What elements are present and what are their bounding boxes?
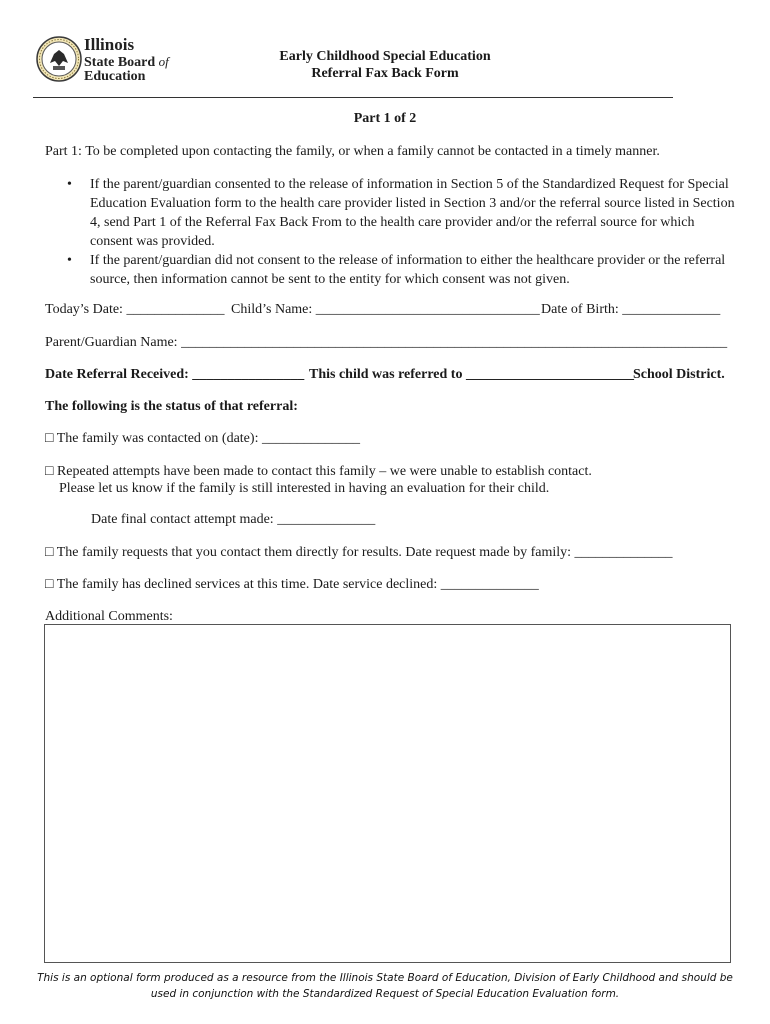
instruction-item: • If the parent/guardian did not consent to the release of information to either the healthcare provider or the referral source, then information cannot be sent to the entity for which consent was not given. — [45, 251, 735, 289]
childs-name-field[interactable]: Child’s Name: ________________________________ — [231, 302, 540, 317]
final-contact-attempt-field[interactable]: Date final contact attempt made: ______________ — [91, 512, 376, 527]
date-of-birth-field[interactable]: Date of Birth: ______________ — [541, 302, 721, 317]
status-heading: The following is the status of that referral: — [45, 399, 298, 414]
logo-line-2: State Board of — [84, 54, 169, 70]
referred-to-field[interactable]: This child was referred to ________________________ — [309, 367, 634, 382]
parent-guardian-name-field[interactable]: Parent/Guardian Name: ______________________________________________________________________________ — [45, 335, 728, 350]
state-seal-icon — [36, 36, 82, 82]
intro-text: Part 1: To be completed upon contacting the family, or when a family cannot be contacted in a timely manner. — [45, 144, 660, 159]
option-repeated-attempts-note: Please let us know if the family is still interested in having an evaluation for their child. — [59, 481, 550, 496]
isbe-logo — [36, 36, 176, 88]
part-heading: Part 1 of 2 — [353, 111, 417, 126]
form-title-line-2: Referral Fax Back Form — [311, 66, 459, 81]
form-title — [200, 48, 570, 82]
option-repeated-attempts[interactable]: □ Repeated attempts have been made to contact this family – we were unable to establish contact. — [45, 464, 592, 479]
option-contacted[interactable]: □ The family was contacted on (date): ______________ — [45, 431, 360, 446]
option-declined-services[interactable]: □ The family has declined services at this time. Date service declined: ______________ — [45, 577, 539, 592]
date-referral-received-field[interactable]: Date Referral Received: ________________ — [45, 367, 305, 382]
option-family-requests-contact[interactable]: □ The family requests that you contact them directly for results. Date request made by family: ______________ — [45, 545, 673, 560]
form-title-line-1: Early Childhood Special Education — [279, 49, 491, 64]
instruction-item: • If the parent/guardian consented to the release of information in Section 5 of the Standardized Request for Special Education Evaluation form to the health care provider listed in Section 3 and/or the referral source listed in Section 4, send Part 1 of the Referral Fax Back From to the health care provider and/or the referral source for which consent was provided. — [45, 175, 735, 251]
additional-comments-label: Additional Comments: — [45, 609, 173, 624]
logo-line-3: Education — [84, 69, 146, 84]
additional-comments-box[interactable] — [44, 624, 731, 963]
footer-line-1: This is an optional form produced as a resource from the Illinois State Board of Education, Division of Early Childhood and should be — [37, 972, 733, 984]
footer-line-2: used in conjunction with the Standardized Request of Special Education Evaluation form. — [150, 988, 620, 1000]
footer-note — [0, 970, 770, 1002]
school-district-label: School District. — [633, 367, 725, 382]
instruction-list — [45, 175, 735, 289]
todays-date-field[interactable]: Today’s Date: ______________ — [45, 302, 225, 317]
header-divider — [33, 97, 673, 98]
logo-line-1: Illinois — [84, 35, 135, 54]
